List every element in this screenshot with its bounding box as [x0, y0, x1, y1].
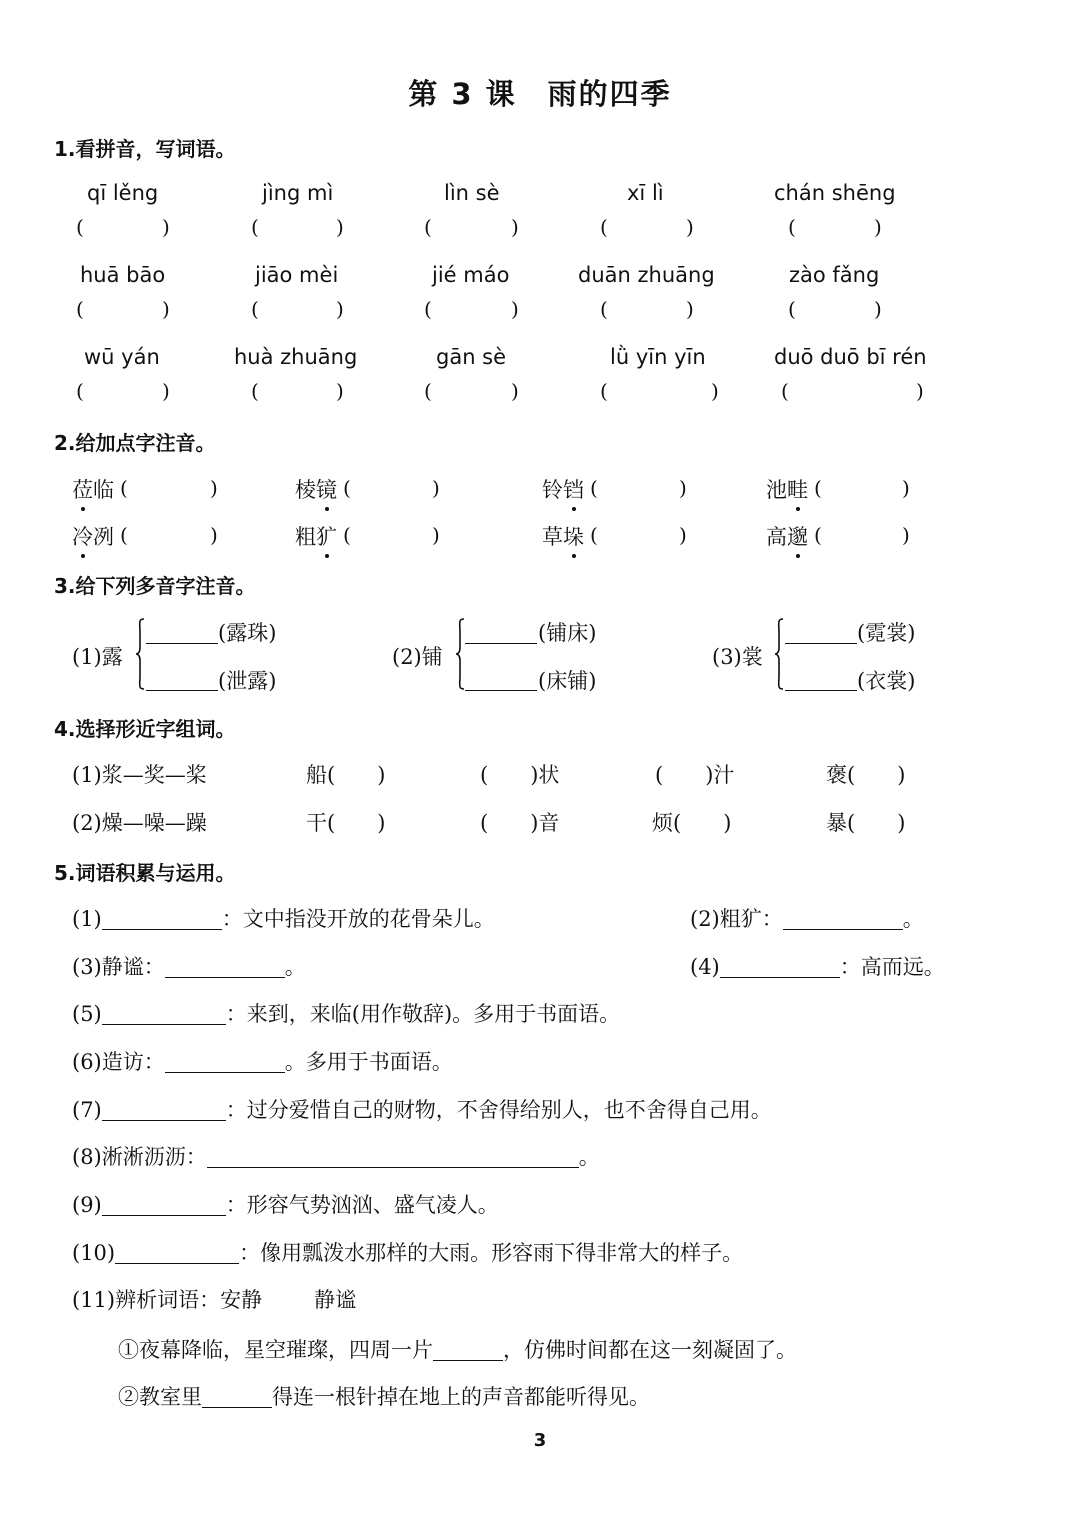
pinyin-item: huā bāo: [80, 263, 166, 287]
question-text: 。: [578, 1145, 600, 1169]
question-text: ：文中指没开放的花骨朵儿。: [221, 907, 495, 931]
dotted-char: 犷: [316, 521, 337, 551]
answer-line[interactable]: [202, 1385, 272, 1408]
answer-line[interactable]: [207, 1145, 579, 1168]
plain-char: 临: [93, 478, 114, 502]
question-text: 。多用于书面语。: [284, 1050, 453, 1074]
page-number: 3: [533, 1430, 547, 1451]
answer-paren[interactable]: (: [590, 523, 598, 547]
paren-close: ): [679, 476, 687, 500]
fill-cell[interactable]: ( )状: [480, 763, 560, 787]
answer-paren[interactable]: (: [788, 215, 796, 239]
question-number: (8)淅淅沥沥：: [72, 1145, 207, 1169]
pinyin-item: zào fǎng: [789, 263, 880, 287]
section-3-heading: 3.给下列多音字注音。: [54, 574, 256, 598]
question-number: (7): [72, 1098, 102, 1122]
question-text: ：高而远。: [839, 955, 945, 979]
question-7: [72, 1094, 772, 1124]
annotate-item: [295, 474, 337, 504]
dotted-char: 邈: [787, 521, 808, 551]
paren-close: ): [916, 379, 924, 403]
answer-line[interactable]: [115, 1241, 239, 1264]
plain-char: 棱: [295, 478, 316, 502]
answer-paren[interactable]: (: [120, 523, 128, 547]
answer-paren[interactable]: (: [600, 215, 608, 239]
pinyin-item: wū yán: [84, 345, 160, 369]
pinyin-item: jié máo: [432, 263, 510, 287]
answer-paren[interactable]: (: [781, 379, 789, 403]
section-1-heading: 1.看拼音，写词语。: [54, 137, 236, 161]
brace-icon: [774, 618, 784, 690]
question-number: (5): [72, 1002, 102, 1026]
answer-paren[interactable]: (: [343, 523, 351, 547]
question-number: (3)静谧：: [72, 955, 165, 979]
question-3: [72, 951, 306, 981]
answer-line[interactable]: [465, 643, 537, 644]
answer-paren[interactable]: (: [343, 476, 351, 500]
paren-close: ): [210, 523, 218, 547]
answer-line[interactable]: [465, 690, 537, 691]
answer-line[interactable]: [102, 1002, 226, 1025]
question-1: [72, 903, 495, 933]
paren-close: ): [874, 297, 882, 321]
fill-cell[interactable]: 船( ): [306, 763, 386, 787]
fill-cell[interactable]: 暴( ): [826, 811, 906, 835]
sentence-text: ，仿佛时间都在这一刻凝固了。: [503, 1338, 797, 1362]
pinyin-item: chán shēng: [774, 181, 896, 205]
annotate-item: [766, 474, 808, 504]
annotate-item: [295, 521, 337, 551]
question-number: (4): [690, 955, 720, 979]
question-9: [72, 1189, 499, 1219]
answer-line[interactable]: [433, 1338, 503, 1361]
paren-close: ): [511, 215, 519, 239]
polyphone-label: (3)裳: [712, 645, 763, 669]
question-4: [690, 951, 945, 981]
question-text: (11)辨析词语：安静: [72, 1288, 263, 1312]
answer-paren[interactable]: (: [251, 379, 259, 403]
answer-line[interactable]: [720, 955, 840, 978]
answer-line[interactable]: [165, 955, 285, 978]
paren-close: ): [686, 297, 694, 321]
dotted-char: 镜: [316, 474, 337, 504]
section-5-heading: 5.词语积累与运用。: [54, 861, 236, 885]
answer-paren[interactable]: (: [251, 215, 259, 239]
paren-close: ): [336, 215, 344, 239]
annotate-item: [766, 521, 808, 551]
dotted-char: 铛: [563, 474, 584, 504]
question-text: ：像用瓢泼水那样的大雨。形容雨下得非常大的样子。: [239, 1241, 744, 1265]
question-number: (9): [72, 1193, 102, 1217]
question-8: [72, 1141, 600, 1171]
paren-close: ): [902, 476, 910, 500]
pinyin-item: huà zhuāng: [234, 345, 358, 369]
pinyin-item: gān sè: [436, 345, 507, 369]
answer-paren[interactable]: (: [76, 215, 84, 239]
question-5: [72, 998, 620, 1028]
paren-close: ): [162, 215, 170, 239]
question-2: [690, 903, 924, 933]
polyphone-word: (衣裳): [857, 669, 916, 693]
question-number: (1): [72, 907, 102, 931]
dotted-char: 垛: [563, 521, 584, 551]
question-number: (2)粗犷：: [690, 907, 783, 931]
paren-close: ): [902, 523, 910, 547]
fill-cell[interactable]: ( )音: [480, 811, 560, 835]
fill-cell[interactable]: ( )汁: [655, 763, 735, 787]
polyphone-word: (床铺): [538, 669, 597, 693]
question-text: ：形容气势汹汹、盛气凌人。: [225, 1193, 499, 1217]
pinyin-item: jiāo mèi: [255, 263, 339, 287]
answer-paren[interactable]: (: [814, 476, 822, 500]
answer-paren[interactable]: (: [424, 379, 432, 403]
answer-paren[interactable]: (: [600, 379, 608, 403]
answer-paren[interactable]: (: [76, 379, 84, 403]
question-number: (10): [72, 1241, 116, 1265]
question-6: [72, 1046, 453, 1076]
polyphone-label: (1)露: [72, 645, 123, 669]
answer-line[interactable]: [783, 907, 903, 930]
annotate-item: [542, 521, 584, 551]
answer-paren[interactable]: (: [590, 476, 598, 500]
similar-char-label: (2)燥—噪—躁: [72, 811, 207, 835]
answer-line[interactable]: [785, 643, 857, 644]
plain-char: 草: [542, 525, 563, 549]
fill-cell[interactable]: 褒( ): [826, 763, 906, 787]
dotted-char: 莅: [72, 474, 93, 504]
answer-paren[interactable]: (: [424, 215, 432, 239]
question-number: (6)造访：: [72, 1050, 165, 1074]
answer-line[interactable]: [165, 1050, 285, 1073]
pinyin-item: duō duō bī rén: [774, 345, 927, 369]
paren-close: ): [511, 297, 519, 321]
answer-line[interactable]: [102, 907, 222, 930]
paren-close: ): [679, 523, 687, 547]
dotted-char: 畦: [787, 474, 808, 504]
polyphone-word: (铺床): [538, 621, 597, 645]
answer-line[interactable]: [102, 1098, 226, 1121]
polyphone-word: (泄露): [218, 669, 277, 693]
sentence-1: [118, 1334, 797, 1364]
annotate-item: [72, 521, 114, 551]
annotate-item: [542, 474, 584, 504]
brace-icon: [455, 618, 465, 690]
question-10: [72, 1237, 743, 1267]
paren-close: ): [686, 215, 694, 239]
fill-cell[interactable]: 干( ): [306, 811, 386, 835]
answer-paren[interactable]: (: [251, 297, 259, 321]
sentence-text: ①夜幕降临，星空璀璨，四周一片: [118, 1338, 433, 1362]
sentence-text: ②教室里: [118, 1385, 202, 1409]
polyphone-word: (露珠): [218, 621, 277, 645]
paren-close: ): [162, 297, 170, 321]
question-text: ：过分爱惜自己的财物，不舍得给别人，也不舍得自己用。: [225, 1098, 772, 1122]
paren-close: ): [432, 476, 440, 500]
pinyin-item: qī lěng: [87, 181, 159, 205]
answer-paren[interactable]: (: [424, 297, 432, 321]
section-4-heading: 4.选择形近字组词。: [54, 717, 236, 741]
pinyin-item: lǜ yīn yīn: [610, 345, 706, 369]
polyphone-label: (2)铺: [392, 645, 443, 669]
answer-paren[interactable]: (: [76, 297, 84, 321]
answer-paren[interactable]: (: [814, 523, 822, 547]
pinyin-item: lìn sè: [444, 181, 500, 205]
question-text: ：来到，来临(用作敬辞)。多用于书面语。: [225, 1002, 621, 1026]
section-2-heading: 2.给加点字注音。: [54, 431, 216, 455]
sentence-text: 得连一根针掉在地上的声音都能听得见。: [272, 1385, 650, 1409]
question-text: 静谧: [314, 1288, 357, 1312]
paren-close: ): [432, 523, 440, 547]
answer-paren[interactable]: (: [120, 476, 128, 500]
paren-close: ): [511, 379, 519, 403]
brace-icon: [135, 618, 145, 690]
polyphone-word: (霓裳): [857, 621, 916, 645]
page-title: 第 3 课 雨的四季: [408, 77, 672, 111]
answer-line[interactable]: [102, 1193, 226, 1216]
fill-cell[interactable]: 烦( ): [652, 811, 732, 835]
question-text: 。: [284, 955, 306, 979]
answer-paren[interactable]: (: [600, 297, 608, 321]
answer-line[interactable]: [785, 690, 857, 691]
dotted-char: 冷: [72, 521, 93, 551]
answer-line[interactable]: [146, 643, 218, 644]
paren-close: ): [336, 297, 344, 321]
paren-close: ): [336, 379, 344, 403]
answer-line[interactable]: [146, 690, 218, 691]
paren-close: ): [210, 476, 218, 500]
similar-char-label: (1)浆—奖—桨: [72, 763, 207, 787]
answer-paren[interactable]: (: [788, 297, 796, 321]
question-text: 。: [902, 907, 924, 931]
paren-close: ): [711, 379, 719, 403]
pinyin-item: duān zhuāng: [578, 263, 715, 287]
paren-close: ): [162, 379, 170, 403]
question-11: [72, 1284, 356, 1314]
paren-close: ): [874, 215, 882, 239]
sentence-2: [118, 1381, 650, 1411]
pinyin-item: jìng mì: [262, 181, 334, 205]
plain-char: 池: [766, 478, 787, 502]
annotate-item: [72, 474, 114, 504]
plain-char: 铃: [542, 478, 563, 502]
plain-char: 冽: [93, 525, 114, 549]
plain-char: 粗: [295, 525, 316, 549]
plain-char: 高: [766, 525, 787, 549]
pinyin-item: xī lì: [627, 181, 664, 205]
